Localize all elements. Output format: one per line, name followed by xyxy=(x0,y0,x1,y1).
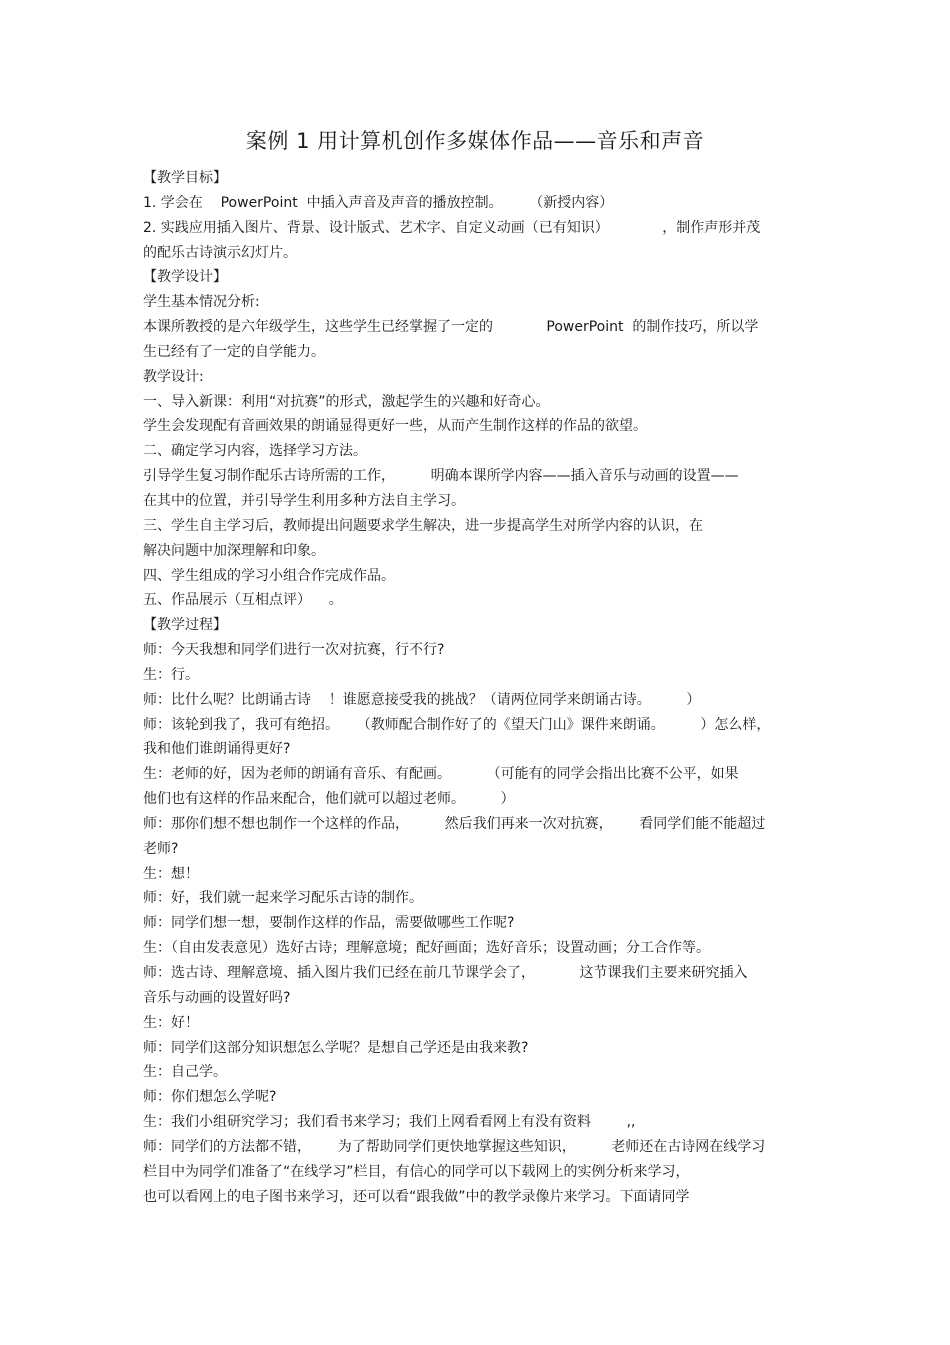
text-line: 栏目中为同学们准备了“在线学习”栏目，有信心的同学可以下载网上的实例分析来学习， xyxy=(143,1163,690,1180)
text-line: 师：该轮到我了，我可有绝招。 （教师配合制作好了的《望天门山》课件来朗诵。 ）怎么样， xyxy=(143,716,771,733)
text-line: 四、学生组成的学习小组合作完成作品。 xyxy=(143,567,395,584)
text-line: 音乐与动画的设置好吗? xyxy=(143,989,291,1006)
text-line: 我和他们谁朗诵得更好? xyxy=(143,741,291,758)
text-line: 师：同学们的方法都不错， 为了帮助同学们更快地掌握这些知识， 老师还在古诗网在线学习 xyxy=(143,1138,766,1155)
text-line: 生：好！ xyxy=(143,1014,199,1031)
text-line: 解决问题中加深理解和印象。 xyxy=(143,542,325,559)
text-line: 在其中的位置，并引导学生利用多种方法自主学习。 xyxy=(143,492,465,509)
text-line: 生：（自由发表意见）选好古诗；理解意境；配好画面；选好音乐；设置动画；分工合作等。 xyxy=(143,940,710,957)
text-line: 生：我们小组研究学习；我们看书来学习；我们上网看看网上有没有资料 ,, xyxy=(143,1114,636,1131)
text-line: 师：你们想怎么学呢? xyxy=(143,1089,277,1106)
document-title: 案例 1 用计算机创作多媒体作品——音乐和声音 xyxy=(245,129,705,153)
text-line: 的配乐古诗演示幻灯片。 xyxy=(143,244,297,261)
text-line: 【教学目标】 xyxy=(143,170,227,186)
text-line: 生已经有了一定的自学能力。 xyxy=(143,343,325,360)
text-line: 也可以看网上的电子图书来学习，还可以看“跟我做”中的教学录像片来学习。下面请同学 xyxy=(143,1188,690,1205)
text-line: 生：行。 xyxy=(143,666,199,683)
text-line: 师：好，我们就一起来学习配乐古诗的制作。 xyxy=(143,890,423,907)
text-line: 师：同学们这部分知识想怎么学呢？是想自己学还是由我来教? xyxy=(143,1039,529,1056)
text-line: 师：那你们想不想也制作一个这样的作品， 然后我们再来一次对抗赛， 看同学们能不能超过 xyxy=(143,815,766,832)
text-line: 老师? xyxy=(143,840,179,857)
text-line: 他们也有这样的作品来配合，他们就可以超过老师。 ） xyxy=(143,791,515,808)
text-line: 一、导入新课：利用“对抗赛”的形式，激起学生的兴趣和好奇心。 xyxy=(143,393,550,410)
text-line: 师：今天我想和同学们进行一次对抗赛，行不行? xyxy=(143,642,445,659)
text-line: 师：比什么呢？比朗诵古诗 ！谁愿意接受我的挑战？（请两位同学来朗诵古诗。 ） xyxy=(143,691,701,708)
text-line: 二、确定学习内容，选择学习方法。 xyxy=(143,443,367,460)
text-line: 生：想！ xyxy=(143,865,199,882)
text-line: 2. 实践应用插入图片、背景、设计版式、艺术字、自定义动画（已有知识） ，制作声形并茂 xyxy=(143,219,761,236)
document-body xyxy=(143,166,803,1209)
text-line: 师：选古诗、理解意境、插入图片我们已经在前几节课学会了， 这节课我们主要来研究插入 xyxy=(143,965,748,981)
text-line: 生：老师的好，因为老师的朗诵有音乐、有配画。 （可能有的同学会指出比赛不公平，如果 xyxy=(143,766,739,783)
text-line: 1. 学会在 PowerPoint 中插入声音及声音的播放控制。 （新授内容） xyxy=(143,194,614,211)
text-line: 学生会发现配有音画效果的朗诵显得更好一些，从而产生制作这样的作品的欲望。 xyxy=(143,418,647,435)
text-line: 师：同学们想一想，要制作这样的作品，需要做哪些工作呢? xyxy=(143,915,515,932)
text-line: 【教学设计】 xyxy=(143,269,227,286)
text-line: 五、作品展示（互相点评） 。 xyxy=(143,592,343,609)
text-line: 三、学生自主学习后，教师提出问题要求学生解决，进一步提高学生对所学内容的认识，在 xyxy=(143,517,703,534)
text-line: 生：自己学。 xyxy=(143,1064,227,1081)
text-line: 教学设计: xyxy=(143,368,204,385)
text-line: 【教学过程】 xyxy=(143,617,227,634)
text-line: 引导学生复习制作配乐古诗所需的工作， 明确本课所学内容——插入音乐与动画的设置—— xyxy=(143,468,739,485)
text-line: 本课所教授的是六年级学生，这些学生已经掌握了一定的 PowerPoint 的制作技巧，所以学 xyxy=(143,319,759,336)
text-line: 学生基本情况分析: xyxy=(143,294,260,311)
